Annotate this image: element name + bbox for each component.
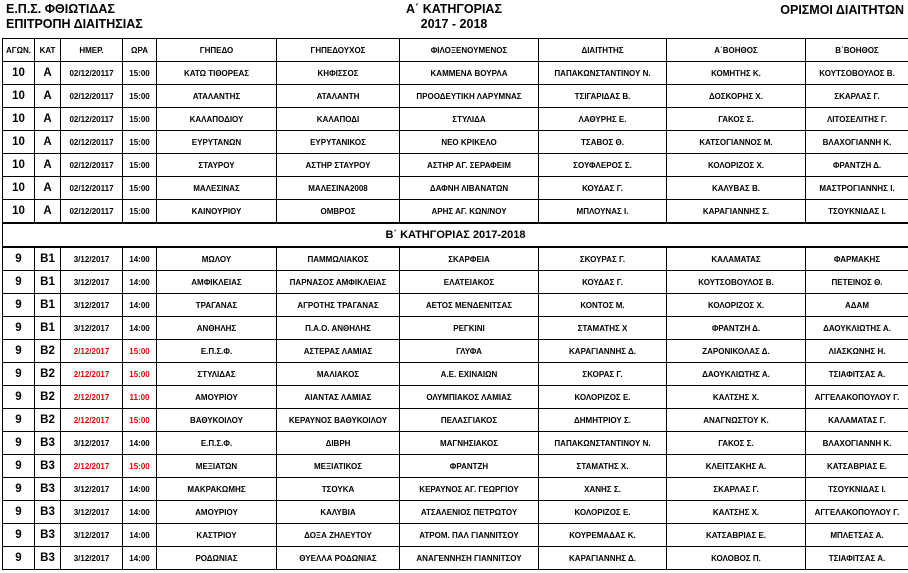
cell-away-team: ΑΤΣΑΛΕΝΙΟΣ ΠΕΤΡΩΤΟΥ [400, 501, 539, 524]
cell-category: Β3 [35, 455, 61, 478]
cell-assistant-1: ΚΑΡΑΓΙΑΝΝΗΣ Σ. [667, 200, 806, 224]
cell-assistant-2: ΛΙΤΟΣΕΛΙΤΗΣ Γ. [806, 108, 908, 131]
cell-date: 02/12/20117 [61, 108, 123, 131]
cell-assistant-1: ΚΑΛΤΣΗΣ Χ. [667, 386, 806, 409]
match-row [3, 131, 908, 154]
section-title: Β΄ ΚΑΤΗΓΟΡΙΑΣ 2017-2018 [3, 223, 908, 247]
match-row [3, 455, 908, 478]
cell-assistant-1: ΣΚΑΡΛΑΣ Γ. [667, 478, 806, 501]
match-row [3, 177, 908, 200]
cell-time: 14:00 [123, 432, 157, 455]
cell-referee: ΠΑΠΑΚΩΝΣΤΑΝΤΙΝΟΥ Ν. [539, 432, 667, 455]
cell-time: 15:00 [123, 363, 157, 386]
cell-assistant-1: ΓΑΚΟΣ Σ. [667, 432, 806, 455]
cell-date: 3/12/2017 [61, 501, 123, 524]
cell-category: Β3 [35, 547, 61, 570]
cell-assistant-1: ΚΟΥΤΣΟΒΟΥΛΟΣ Β. [667, 271, 806, 294]
match-row [3, 501, 908, 524]
header-date: ΗΜΕΡ. [61, 39, 123, 62]
cell-home-team: ΟΜΒΡΟΣ [277, 200, 400, 224]
cell-venue: ΤΡΑΓΑΝΑΣ [157, 294, 277, 317]
cell-round: 10 [3, 177, 35, 200]
cell-round: 9 [3, 524, 35, 547]
cell-assistant-2: ΒΛΑΧΟΓΙΑΝΝΗ Κ. [806, 131, 908, 154]
cell-time: 15:00 [123, 154, 157, 177]
cell-assistant-1: ΚΑΛΑΜΑΤΑΣ [667, 247, 806, 271]
cell-venue: ΕΥΡΥΤΑΝΩΝ [157, 131, 277, 154]
cell-venue: ΚΑΤΩ ΤΙΘΟΡΕΑΣ [157, 62, 277, 85]
cell-referee: ΠΑΠΑΚΩΝΣΤΑΝΤΙΝΟΥ Ν. [539, 62, 667, 85]
cell-date: 2/12/2017 [61, 455, 123, 478]
match-row [3, 317, 908, 340]
cell-round: 9 [3, 386, 35, 409]
match-row [3, 409, 908, 432]
cell-assistant-2: ΤΣΟΥΚΝΙΔΑΣ Ι. [806, 200, 908, 224]
cell-category: Β1 [35, 294, 61, 317]
cell-category: Β1 [35, 317, 61, 340]
cell-time: 15:00 [123, 340, 157, 363]
cell-date: 02/12/20117 [61, 62, 123, 85]
season-title: 2017 - 2018 [420, 17, 488, 31]
cell-home-team: ΜΑΛΕΣΙΝΑ2008 [277, 177, 400, 200]
cell-time: 14:00 [123, 478, 157, 501]
cell-venue: ΜΑΛΕΣΙΝΑΣ [157, 177, 277, 200]
cell-assistant-2: ΑΓΓΕΛΑΚΟΠΟΥΛΟΥ Γ. [806, 501, 908, 524]
cell-round: 10 [3, 85, 35, 108]
cell-venue: ΜΕΞΙΑΤΩΝ [157, 455, 277, 478]
cell-referee: ΜΠΛΟΥΝΑΣ Ι. [539, 200, 667, 224]
cell-home-team: ΑΣΤΗΡ ΣΤΑΥΡΟΥ [277, 154, 400, 177]
match-row [3, 85, 908, 108]
cell-date: 2/12/2017 [61, 386, 123, 409]
cell-referee: ΣΤΑΜΑΤΗΣ Χ [539, 317, 667, 340]
cell-away-team: ΣΤΥΛΙΔΑ [400, 108, 539, 131]
cell-referee: ΚΑΡΑΓΙΑΝΝΗΣ Δ. [539, 547, 667, 570]
cell-assistant-2: ΤΣΙΑΦΙΤΣΑΣ Α. [806, 547, 908, 570]
cell-assistant-1: ΚΟΛΟΡΙΖΟΣ Χ. [667, 294, 806, 317]
cell-assistant-1: ΓΑΚΟΣ Σ. [667, 108, 806, 131]
cell-date: 2/12/2017 [61, 409, 123, 432]
cell-assistant-1: ΚΑΤΣΑΒΡΙΑΣ Ε. [667, 524, 806, 547]
cell-time: 14:00 [123, 501, 157, 524]
cell-assistant-2: ΛΙΑΣΚΩΝΗΣ Η. [806, 340, 908, 363]
cell-category: Α [35, 177, 61, 200]
cell-away-team: ΜΑΓΝΗΣΙΑΚΟΣ [400, 432, 539, 455]
cell-round: 9 [3, 455, 35, 478]
cell-category: Β1 [35, 271, 61, 294]
cell-date: 3/12/2017 [61, 547, 123, 570]
cell-assistant-2: ΤΣΟΥΚΝΙΔΑΣ Ι. [806, 478, 908, 501]
cell-referee: ΤΣΑΒΟΣ Θ. [539, 131, 667, 154]
cell-assistant-1: ΔΟΣΚΟΡΗΣ Χ. [667, 85, 806, 108]
cell-round: 9 [3, 247, 35, 271]
cell-venue: ΒΑΘΥΚΟΙΛΟΥ [157, 409, 277, 432]
cell-category: Α [35, 200, 61, 224]
cell-date: 2/12/2017 [61, 363, 123, 386]
cell-category: Β2 [35, 409, 61, 432]
cell-assistant-2: ΣΚΑΡΛΑΣ Γ. [806, 85, 908, 108]
cell-home-team: ΚΑΛΥΒΙΑ [277, 501, 400, 524]
cell-category: Β2 [35, 340, 61, 363]
cell-assistant-2: ΑΓΓΕΛΑΚΟΠΟΥΛΟΥ Γ. [806, 386, 908, 409]
cell-venue: ΣΤΑΥΡΟΥ [157, 154, 277, 177]
header-referee: ΔΙΑΙΤΗΤΗΣ [539, 39, 667, 62]
cell-assistant-2: ΜΑΣΤΡΟΓΙΑΝΝΗΣ Ι. [806, 177, 908, 200]
cell-venue: Ε.Π.Σ.Φ. [157, 432, 277, 455]
cell-assistant-1: ΚΟΜΗΤΗΣ Κ. [667, 62, 806, 85]
match-row [3, 62, 908, 85]
cell-referee: ΚΟΥΔΑΣ Γ. [539, 271, 667, 294]
cell-date: 02/12/20117 [61, 200, 123, 224]
cell-venue: ΡΟΔΩΝΙΑΣ [157, 547, 277, 570]
cell-venue: ΜΑΚΡΑΚΩΜΗΣ [157, 478, 277, 501]
cell-venue: ΣΤΥΛΙΔΑΣ [157, 363, 277, 386]
division-title: Α΄ ΚΑΤΗΓΟΡΙΑΣ [406, 2, 502, 16]
cell-away-team: ΑΝΑΓΕΝΝΗΣΗ ΓΙΑΝΝΙΤΣΟΥ [400, 547, 539, 570]
cell-away-team: ΟΛΥΜΠΙΑΚΟΣ ΛΑΜΙΑΣ [400, 386, 539, 409]
match-row [3, 524, 908, 547]
cell-assistant-2: ΚΑΤΣΑΒΡΙΑΣ Ε. [806, 455, 908, 478]
cell-round: 9 [3, 432, 35, 455]
cell-date: 02/12/20117 [61, 177, 123, 200]
cell-away-team: ΕΛΑΤΕΙΑΚΟΣ [400, 271, 539, 294]
cell-home-team: ΜΕΞΙΑΤΙΚΟΣ [277, 455, 400, 478]
cell-home-team: ΤΣΟΥΚΑ [277, 478, 400, 501]
cell-time: 15:00 [123, 108, 157, 131]
cell-venue: Ε.Π.Σ.Φ. [157, 340, 277, 363]
cell-time: 14:00 [123, 271, 157, 294]
cell-referee: ΤΣΙΓΑΡΙΔΑΣ Β. [539, 85, 667, 108]
cell-round: 9 [3, 317, 35, 340]
cell-away-team: ΔΑΦΝΗ ΛΙΒΑΝΑΤΩΝ [400, 177, 539, 200]
cell-home-team: ΔΟΞΑ ΖΗΛΕΥΤΟΥ [277, 524, 400, 547]
cell-category: Β1 [35, 247, 61, 271]
cell-round: 9 [3, 501, 35, 524]
section-header-row [3, 223, 908, 247]
cell-venue: ΑΤΑΛΑΝΤΗΣ [157, 85, 277, 108]
cell-home-team: ΚΗΦΙΣΣΟΣ [277, 62, 400, 85]
column-header-row [3, 39, 908, 62]
cell-date: 3/12/2017 [61, 317, 123, 340]
cell-assistant-2: ΤΣΙΑΦΙΤΣΑΣ Α. [806, 363, 908, 386]
cell-venue: ΑΜΟΥΡΙΟΥ [157, 501, 277, 524]
cell-away-team: ΡΕΓΚΙΝΙ [400, 317, 539, 340]
cell-referee: ΔΗΜΗΤΡΙΟΥ Σ. [539, 409, 667, 432]
cell-time: 14:00 [123, 547, 157, 570]
cell-home-team: ΔΙΒΡΗ [277, 432, 400, 455]
cell-assistant-1: ΖΑΡΟΝΙΚΟΛΑΣ Δ. [667, 340, 806, 363]
cell-away-team: ΑΕΤΟΣ ΜΕΝΔΕΝΙΤΣΑΣ [400, 294, 539, 317]
committee-name: ΕΠΙΤΡΟΠΗ ΔΙΑΙΤΗΣΙΑΣ [6, 17, 143, 31]
cell-referee: ΣΚΟΥΡΑΣ Γ. [539, 247, 667, 271]
header-category: ΚΑΤ [35, 39, 61, 62]
cell-referee: ΚΟΥΔΑΣ Γ. [539, 177, 667, 200]
cell-assistant-2: ΒΛΑΧΟΓΙΑΝΝΗ Κ. [806, 432, 908, 455]
cell-round: 9 [3, 340, 35, 363]
cell-assistant-1: ΚΟΛΟΡΙΖΟΣ Χ. [667, 154, 806, 177]
cell-category: Β3 [35, 524, 61, 547]
header-assistant-2: Β΄ΒΟΗΘΟΣ [806, 39, 908, 62]
cell-round: 9 [3, 409, 35, 432]
match-row [3, 271, 908, 294]
cell-home-team: ΑΣΤΕΡΑΣ ΛΑΜΙΑΣ [277, 340, 400, 363]
cell-category: Β2 [35, 386, 61, 409]
cell-venue: ΑΜΟΥΡΙΟΥ [157, 386, 277, 409]
cell-time: 15:00 [123, 177, 157, 200]
cell-away-team: ΓΛΥΦΑ [400, 340, 539, 363]
cell-date: 3/12/2017 [61, 432, 123, 455]
header-round: ΑΓΩΝ. [3, 39, 35, 62]
cell-referee: ΚΟΝΤΟΣ Μ. [539, 294, 667, 317]
cell-home-team: Π.Α.Ο. ΑΝΘΗΛΗΣ [277, 317, 400, 340]
cell-category: Α [35, 85, 61, 108]
cell-date: 3/12/2017 [61, 478, 123, 501]
cell-assistant-1: ΔΑΟΥΚΛΙΩΤΗΣ Α. [667, 363, 806, 386]
cell-time: 14:00 [123, 317, 157, 340]
match-row [3, 432, 908, 455]
cell-round: 9 [3, 547, 35, 570]
cell-assistant-2: ΦΡΑΝΤΖΗ Δ. [806, 154, 908, 177]
cell-category: Α [35, 154, 61, 177]
cell-round: 9 [3, 294, 35, 317]
cell-time: 15:00 [123, 200, 157, 224]
cell-category: Β3 [35, 432, 61, 455]
cell-away-team: ΠΡΟΟΔΕΥΤΙΚΗ ΛΑΡΥΜΝΑΣ [400, 85, 539, 108]
cell-category: Β2 [35, 363, 61, 386]
cell-away-team: ΝΕΟ ΚΡΙΚΕΛΟ [400, 131, 539, 154]
cell-category: Α [35, 108, 61, 131]
cell-time: 15:00 [123, 455, 157, 478]
cell-assistant-1: ΦΡΑΝΤΖΗ Δ. [667, 317, 806, 340]
cell-assistant-2: ΦΑΡΜΑΚΗΣ [806, 247, 908, 271]
cell-assistant-2: ΑΔΑΜ [806, 294, 908, 317]
cell-time: 15:00 [123, 85, 157, 108]
match-row [3, 200, 908, 224]
cell-away-team: ΠΕΛΑΣΓΙΑΚΟΣ [400, 409, 539, 432]
header-time: ΩΡΑ [123, 39, 157, 62]
cell-assistant-1: ΚΑΛΥΒΑΣ Β. [667, 177, 806, 200]
cell-assistant-2: ΠΕΤΕΙΝΟΣ Θ. [806, 271, 908, 294]
match-row [3, 108, 908, 131]
match-row [3, 547, 908, 570]
cell-assistant-2: ΔΑΟΥΚΛΙΩΤΗΣ Α. [806, 317, 908, 340]
cell-referee: ΚΑΡΑΓΙΑΝΝΗΣ Δ. [539, 340, 667, 363]
cell-home-team: ΚΕΡΑΥΝΟΣ ΒΑΘΥΚΟΙΛΟΥ [277, 409, 400, 432]
cell-date: 02/12/20117 [61, 154, 123, 177]
cell-round: 9 [3, 363, 35, 386]
cell-referee: ΣΚΟΡΑΣ Γ. [539, 363, 667, 386]
cell-away-team: ΑΡΗΣ ΑΓ. ΚΩΝ/ΝΟΥ [400, 200, 539, 224]
cell-date: 02/12/20117 [61, 85, 123, 108]
match-row [3, 294, 908, 317]
cell-venue: ΑΜΦΙΚΛΕΙΑΣ [157, 271, 277, 294]
cell-time: 11:00 [123, 386, 157, 409]
cell-category: Β3 [35, 501, 61, 524]
cell-referee: ΚΟΛΟΡΙΖΟΣ Ε. [539, 386, 667, 409]
match-row [3, 154, 908, 177]
cell-away-team: Α.Ε. ΕΧΙΝΑΙΩΝ [400, 363, 539, 386]
cell-away-team: ΑΣΤΗΡ ΑΓ. ΣΕΡΑΦΕΙΜ [400, 154, 539, 177]
cell-home-team: ΑΙΑΝΤΑΣ ΛΑΜΙΑΣ [277, 386, 400, 409]
cell-home-team: ΚΑΛΑΠΟΔΙ [277, 108, 400, 131]
cell-assistant-2: ΚΑΛΑΜΑΤΑΣ Γ. [806, 409, 908, 432]
cell-away-team: ΚΑΜΜΕΝΑ ΒΟΥΡΛΑ [400, 62, 539, 85]
referee-assignments-table [2, 38, 908, 570]
cell-referee: ΛΑΘΥΡΗΣ Ε. [539, 108, 667, 131]
cell-time: 14:00 [123, 524, 157, 547]
cell-round: 9 [3, 478, 35, 501]
cell-date: 3/12/2017 [61, 294, 123, 317]
cell-referee: ΚΟΥΡΕΜΑΔΑΣ Κ. [539, 524, 667, 547]
cell-date: 3/12/2017 [61, 247, 123, 271]
header-away-team: ΦΙΛΟΞΕΝΟΥΜΕΝΟΣ [400, 39, 539, 62]
cell-assistant-1: ΚΑΤΣΟΓΙΑΝΝΟΣ Μ. [667, 131, 806, 154]
match-row [3, 478, 908, 501]
cell-away-team: ΣΚΑΡΦΕΙΑ [400, 247, 539, 271]
cell-round: 10 [3, 108, 35, 131]
cell-assistant-1: ΚΟΛΟΒΟΣ Π. [667, 547, 806, 570]
cell-away-team: ΚΕΡΑΥΝΟΣ ΑΓ. ΓΕΩΡΓΙΟΥ [400, 478, 539, 501]
cell-round: 10 [3, 154, 35, 177]
cell-round: 10 [3, 62, 35, 85]
match-row [3, 363, 908, 386]
cell-venue: ΚΑΛΑΠΟΔΙΟΥ [157, 108, 277, 131]
cell-date: 3/12/2017 [61, 524, 123, 547]
match-row [3, 247, 908, 271]
cell-home-team: ΠΑΡΝΑΣΟΣ ΑΜΦΙΚΛΕΙΑΣ [277, 271, 400, 294]
header-assistant-1: Α΄ΒΟΗΘΟΣ [667, 39, 806, 62]
cell-time: 15:00 [123, 131, 157, 154]
cell-date: 02/12/20117 [61, 131, 123, 154]
cell-assistant-1: ΚΑΛΤΣΗΣ Χ. [667, 501, 806, 524]
cell-category: Β3 [35, 478, 61, 501]
match-row [3, 340, 908, 363]
cell-assistant-1: ΑΝΑΓΝΩΣΤΟΥ Κ. [667, 409, 806, 432]
cell-venue: ΚΑΙΝΟΥΡΙΟΥ [157, 200, 277, 224]
cell-category: Α [35, 131, 61, 154]
cell-category: Α [35, 62, 61, 85]
cell-date: 3/12/2017 [61, 271, 123, 294]
cell-round: 10 [3, 200, 35, 224]
cell-assistant-2: ΜΠΛΕΤΣΑΣ Α. [806, 524, 908, 547]
cell-assistant-1: ΚΛΕΙΤΣΑΚΗΣ Α. [667, 455, 806, 478]
cell-home-team: ΜΑΛΙΑΚΟΣ [277, 363, 400, 386]
cell-home-team: ΕΥΡΥΤΑΝΙΚΟΣ [277, 131, 400, 154]
cell-time: 15:00 [123, 62, 157, 85]
cell-away-team: ΦΡΑΝΤΖΗ [400, 455, 539, 478]
federation-name: Ε.Π.Σ. ΦΘΙΩΤΙΔΑΣ [6, 2, 115, 16]
cell-home-team: ΑΓΡΟΤΗΣ ΤΡΑΓΑΝΑΣ [277, 294, 400, 317]
cell-time: 14:00 [123, 294, 157, 317]
cell-time: 15:00 [123, 409, 157, 432]
cell-venue: ΑΝΘΗΛΗΣ [157, 317, 277, 340]
cell-assistant-2: ΚΟΥΤΣΟΒΟΥΛΟΣ Β. [806, 62, 908, 85]
cell-home-team: ΑΤΑΛΑΝΤΗ [277, 85, 400, 108]
cell-away-team: ΑΤΡΟΜ. ΠΑΛ ΓΙΑΝΝΙΤΣΟΥ [400, 524, 539, 547]
document-title: ΟΡΙΣΜΟΙ ΔΙΑΙΤΗΤΩΝ [780, 3, 904, 17]
match-row [3, 386, 908, 409]
header-venue: ΓΗΠΕΔΟ [157, 39, 277, 62]
header-home-team: ΓΗΠΕΔΟΥΧΟΣ [277, 39, 400, 62]
cell-date: 2/12/2017 [61, 340, 123, 363]
cell-referee: ΣΤΑΜΑΤΗΣ Χ. [539, 455, 667, 478]
cell-venue: ΚΑΣΤΡΙΟΥ [157, 524, 277, 547]
cell-round: 9 [3, 271, 35, 294]
cell-home-team: ΠΑΜΜΩΛΙΑΚΟΣ [277, 247, 400, 271]
cell-referee: ΚΟΛΟΡΙΖΟΣ Ε. [539, 501, 667, 524]
cell-round: 10 [3, 131, 35, 154]
cell-referee: ΣΟΥΦΛΕΡΟΣ Σ. [539, 154, 667, 177]
cell-venue: ΜΩΛΟΥ [157, 247, 277, 271]
cell-referee: ΧΑΝΗΣ Σ. [539, 478, 667, 501]
cell-home-team: ΘΥΕΛΛΑ ΡΟΔΩΝΙΑΣ [277, 547, 400, 570]
cell-time: 14:00 [123, 247, 157, 271]
